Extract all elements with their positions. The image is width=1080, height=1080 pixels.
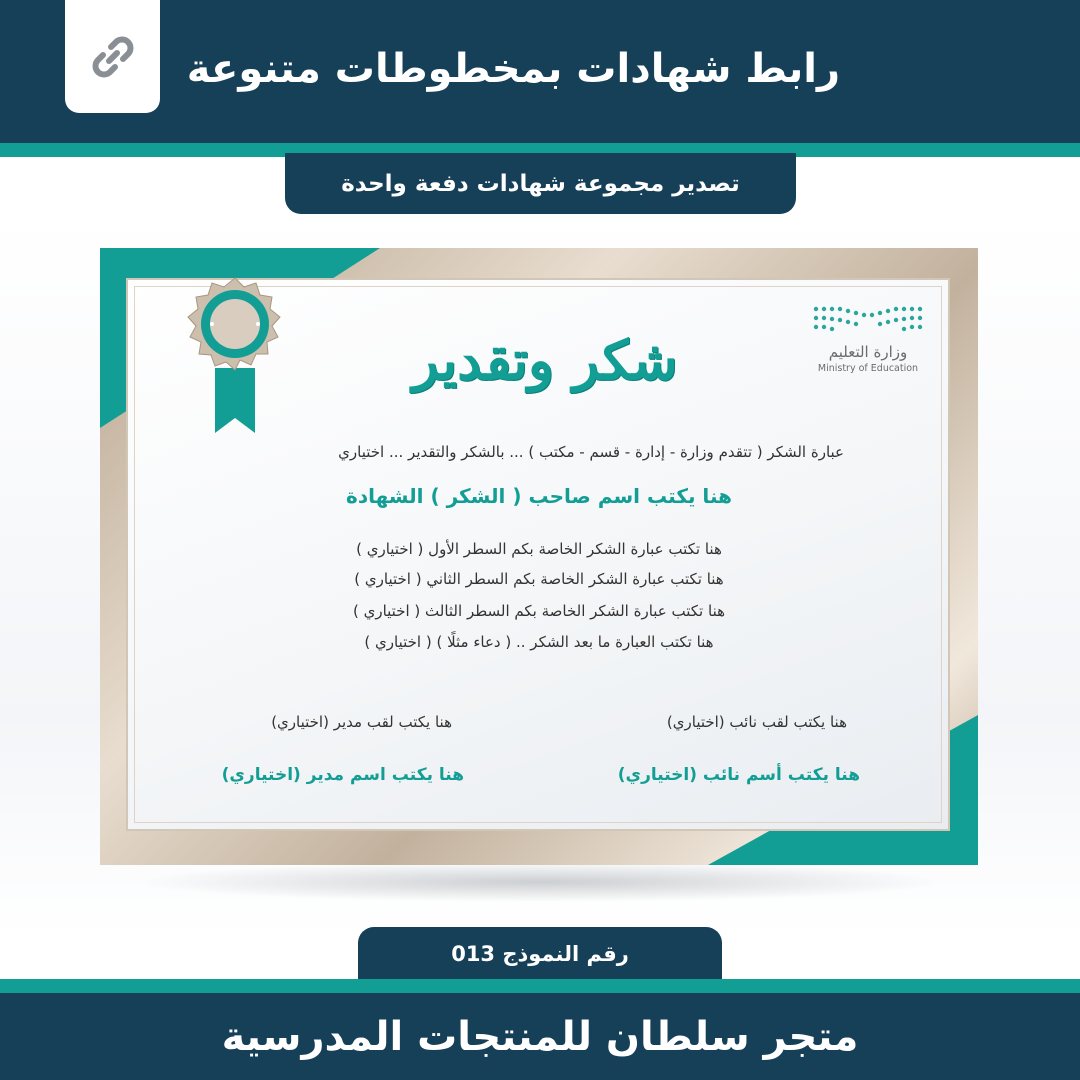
award-badge-icon [170,273,300,443]
certificate-title: شكر وتقدير [412,328,678,392]
recipient-name: هنا يكتب اسم صاحب ( الشكر ) الشهادة [346,484,732,508]
link-button[interactable] [65,0,160,113]
thanks-line-3: هنا تكتب عبارة الشكر الخاصة بكم السطر الثالث ( اختياري ) [352,602,726,620]
certificate-intro: عبارة الشكر ( تتقدم وزارة - إدارة - قسم - مكتب ) ... بالشكر والتقدير ... اختياري [338,443,844,461]
store-name: متجر سلطان للمنتجات المدرسية [221,1013,859,1060]
thanks-line-2: هنا تكتب عبارة الشكر الخاصة بكم السطر الثاني ( اختياري ) [354,570,724,588]
thanks-line-1: هنا تكتب عبارة الشكر الخاصة بكم السطر الأول ( اختياري ) [356,540,722,558]
footer-band [0,993,1080,1080]
manager-name: هنا يكتب اسم مدير (اختياري) [221,765,464,785]
certificate-preview [100,248,978,865]
footer-accent-stripe [0,979,1080,993]
ministry-dots-icon [810,303,926,335]
thanks-line-4: هنا تكتب العبارة ما بعد الشكر .. ( دعاء مثلًا ) ( اختياري ) [364,633,714,651]
deputy-title: هنا يكتب لقب نائب (اختياري) [666,713,847,731]
page-title: رابط شهادات بمخطوطات متنوعة [186,46,840,92]
deputy-name: هنا يكتب أسم نائب (اختياري) [617,765,860,785]
subtitle-badge: تصدير مجموعة شهادات دفعة واحدة [285,153,796,214]
model-number-badge: رقم النموذج 013 [358,927,722,981]
link-icon [89,33,137,81]
ministry-name-en: Ministry of Education [817,363,919,374]
certificate-shadow [130,862,950,902]
manager-title: هنا يكتب لقب مدير (اختياري) [271,713,452,731]
ministry-logo [808,303,928,374]
ministry-name-ar: وزارة التعليم [828,343,908,361]
